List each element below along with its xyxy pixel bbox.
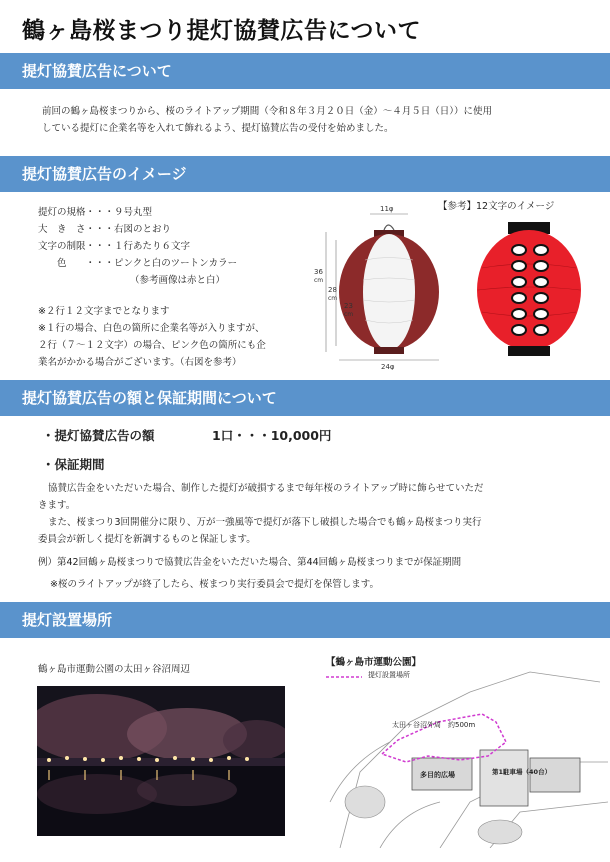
dim-36-unit: cm — [314, 277, 324, 284]
dim-bottom-label: 24φ — [381, 363, 395, 370]
spec-characters: 文字の制限・・・１行あたり６文字 — [38, 241, 191, 252]
photo-caption: 鶴ヶ島市運動公園の太田ヶ谷沼周辺 — [38, 664, 191, 675]
map-parking-label: 第1駐車場（40台） — [492, 768, 552, 776]
spec-color-note: （参考画像は赤と白） — [130, 275, 226, 286]
storage-note: ※桜のライトアップが終了したら、桜まつり実行委員会で提灯を保管します。 — [50, 579, 379, 590]
fee-label: ・提灯協賛広告の額 — [42, 428, 155, 443]
reference-lantern — [474, 218, 584, 358]
period-example: 例）第42回鶴ヶ島桜まつりで協賛広告金をいただいた場合、第44回鶴ヶ島桜まつりまでが保証期間 — [38, 557, 462, 568]
map-plaza-label: 多目的広場 — [420, 771, 455, 779]
period-label: ・保証期間 — [42, 457, 105, 472]
lantern-size-diagram — [308, 200, 458, 370]
spec-size: 大 き さ・・・右図のとおり — [38, 224, 172, 235]
dim-28-unit: cm — [328, 295, 338, 302]
section-header-about: 提灯協賛広告について — [0, 53, 610, 89]
section-header-location: 提灯設置場所 — [0, 602, 610, 638]
section-header-image: 提灯協賛広告のイメージ — [0, 156, 610, 192]
night-sakura-photo — [37, 686, 285, 836]
section-header-fee: 提灯協賛広告の額と保証期間について — [0, 380, 610, 416]
note-line2: ※１行の場合、白色の箇所に企業名等が入りますが、 — [38, 323, 265, 334]
map-route-label: 太田ヶ谷沼外周 約500m — [392, 721, 476, 729]
park-map — [320, 652, 608, 848]
reference-caption — [438, 198, 554, 215]
dim-23-unit: cm — [344, 311, 354, 318]
reference-text: 12文字のイメージ — [476, 201, 555, 212]
spec-color: 色 ・・・ピンクと白のツートンカラー — [38, 258, 238, 269]
fee-value: 1口・・・10,000円 — [212, 428, 332, 443]
map-title: 【鶴ヶ島市運動公園】 — [326, 657, 422, 668]
map-legend: 提灯設置場所 — [368, 671, 410, 679]
period-text-1b: きます。 — [38, 500, 76, 511]
note-line3: ２行（７～１２文字）の場合、ピンク色の箇所にも企 — [38, 340, 266, 351]
period-text-2a: また、桜まつり3回開催分に限り、万が一強風等で提灯が落下し破損した場合でも鶴ヶ島桜まつり実行 — [48, 517, 482, 528]
period-text-2b: 委員会が新しく提灯を新調するものと保証します。 — [38, 534, 256, 545]
page-title: 鶴ヶ島桜まつり提灯協賛広告について — [22, 18, 422, 44]
dim-28-label: 28 — [328, 286, 337, 294]
spec-standard: 提灯の規格・・・９号丸型 — [38, 207, 153, 218]
reference-label: 【参考】 — [438, 201, 477, 212]
about-text-line2: している提灯に企業名等を入れて飾れるよう、提灯協賛広告の受付を始めました。 — [42, 123, 394, 134]
note-line1: ※２行１２文字までとなります — [38, 306, 170, 317]
about-text-line1: 前回の鶴ヶ島桜まつりから、桜のライトアップ期間（令和８年３月２０日（金）～４月５日（日））に使用 — [42, 106, 493, 117]
dim-23-label: 23 — [344, 302, 353, 310]
dim-36-label: 36 — [314, 268, 323, 276]
period-text-1a: 協賛広告金をいただいた場合、制作した提灯が破損するまで毎年桜のライトアップ時に飾らせていただ — [48, 483, 484, 494]
dim-top-label: 11φ — [380, 205, 394, 213]
note-line4: 業名がかかる場合がございます。（右図を参考） — [38, 357, 242, 368]
